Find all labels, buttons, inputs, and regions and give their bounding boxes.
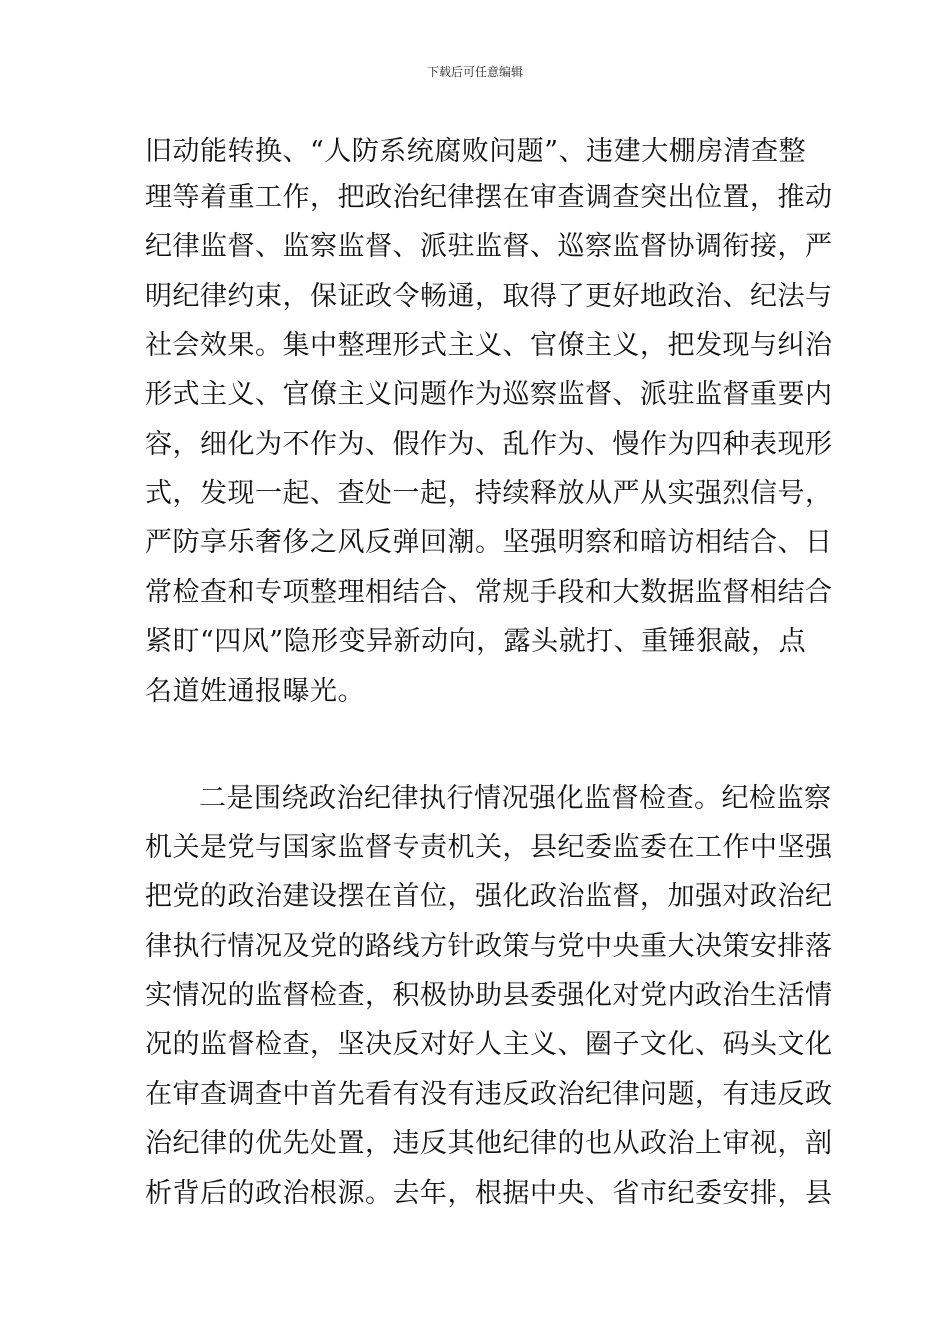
text-line: 实情况的监督检查，积极协助县委强化对党内政治生活情: [145, 980, 833, 1011]
text-line: 严防享乐奢侈之风反弹回潮。坚强明察和暗访相结合、日: [145, 527, 833, 558]
text-line: 名道姓通报曝光。: [145, 676, 365, 707]
text-line: 机关是党与国家监督专责机关，县纪委监委在工作中坚强: [145, 832, 833, 863]
text-line: 析背后的政治根源。去年，根据中央、省市纪委安排，县: [145, 1178, 833, 1209]
text-line: 纪律监督、监察监督、派驻监督、巡察监督协调衔接，严: [145, 231, 833, 262]
text-line: 容，细化为不作为、假作为、乱作为、慢作为四种表现形: [145, 429, 833, 460]
text-line: 明纪律约束，保证政令畅通，取得了更好地政治、纪法与: [145, 281, 833, 312]
text-line: 治纪律的优先处置，违反其他纪律的也从政治上审视，剖: [145, 1128, 833, 1159]
text-line: 把党的政治建设摆在首位，强化政治监督，加强对政治纪: [145, 881, 833, 912]
page-header: 下载后可任意编辑: [426, 65, 523, 79]
text-line: 律执行情况及党的路线方针政策与党中央重大决策安排落: [145, 931, 833, 962]
text-line: 况的监督检查，坚决反对好人主义、圈子文化、码头文化: [145, 1029, 833, 1060]
text-line: 形式主义、官僚主义问题作为巡察监督、派驻监督重要内: [145, 379, 833, 410]
text-line: 二是围绕政治纪律执行情况强化监督检查。纪检监察: [199, 783, 832, 814]
text-line: 常检查和专项整理相结合、常规手段和大数据监督相结合: [145, 577, 833, 608]
text-line: 在审查调查中首先看有没有违反政治纪律问题，有违反政: [145, 1079, 833, 1110]
text-line: 紧盯“四风”隐形变异新动向，露头就打、重锤狠敲，点: [145, 626, 807, 657]
text-line: 社会效果。集中整理形式主义、官僚主义，把发现与纠治: [145, 330, 833, 361]
text-line: 式，发现一起、查处一起，持续释放从严从实强烈信号，: [145, 478, 833, 509]
text-line: 旧动能转换、“人防系统腐败问题”、违建大棚房清查整: [145, 136, 807, 167]
text-line: 理等着重工作，把政治纪律摆在审查调查突出位置，推动: [145, 182, 833, 213]
